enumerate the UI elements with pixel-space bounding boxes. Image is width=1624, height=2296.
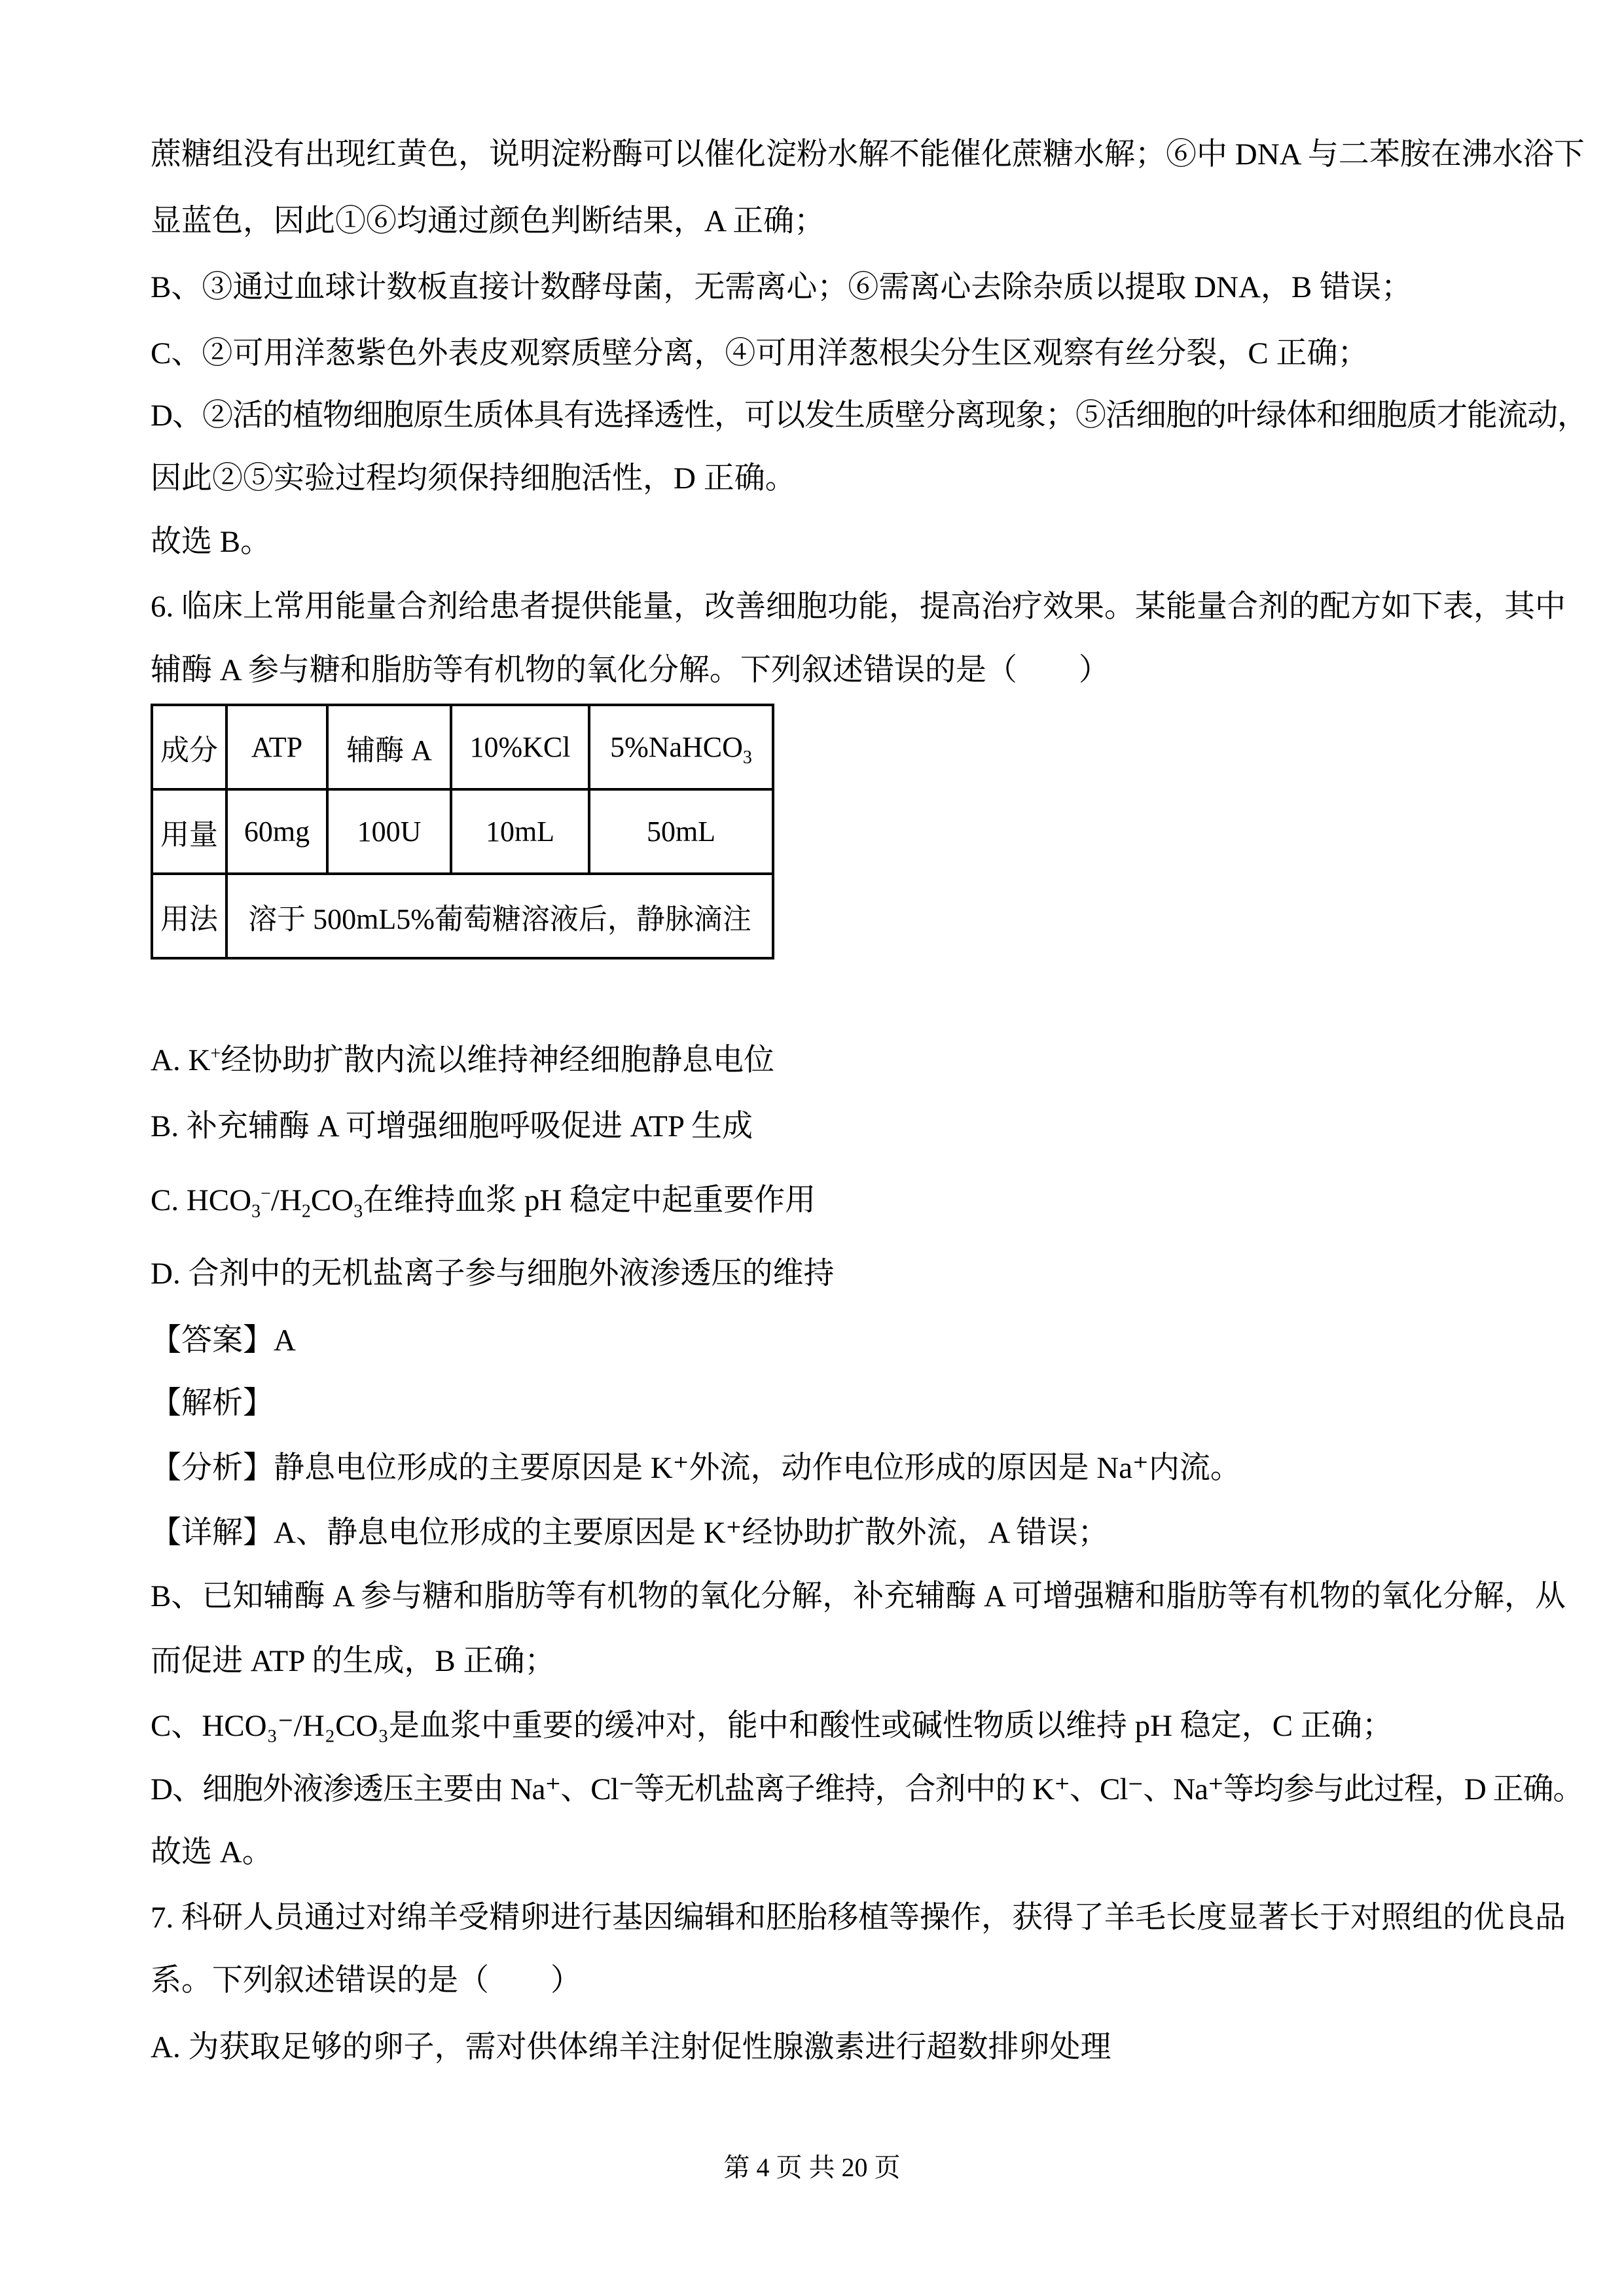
fenxi-text: 【分析】静息电位形成的主要原因是 K⁺外流，动作电位形成的原因是 Na⁺内流。 [151, 1451, 1241, 1485]
q7-stem: 7. 科研人员通过对绵羊受精卵进行基因编辑和胚胎移植等操作，获得了羊毛长度显著长于对照组的优良品 [151, 1901, 1566, 1935]
table-cell: 50mL [589, 789, 773, 874]
prev-answer-line: C、②可用洋葱紫色外表皮观察质壁分离，④可用洋葱根尖分生区观察有丝分裂，C 正确； [151, 336, 1369, 370]
prev-answer-line: 蔗糖组没有出现红黄色，说明淀粉酶可以催化淀粉水解不能催化蔗糖水解；⑥中 DNA 与二苯胺在沸水浴下 [151, 137, 1585, 171]
page-footer: 第 4 页 共 20 页 [723, 2153, 901, 2182]
nahco3-label: 5%NaHCO [610, 731, 743, 763]
table-cell: 辅酶 A [327, 705, 451, 789]
xiangjie-line: D、细胞外液渗透压主要由 Na⁺、Cl⁻等无机盐离子维持，合剂中的 K⁺、Cl⁻、Na⁺等均参与此过程，D 正确。 [151, 1772, 1583, 1806]
formula-table [151, 704, 774, 960]
table-cell: 60mg [226, 789, 327, 874]
analysis-label: 【解析】 [151, 1386, 274, 1420]
option-a [151, 1041, 774, 1080]
subscript: 2 [301, 1201, 311, 1222]
table-cell: 10%KCl [451, 705, 589, 789]
q7-stem: 系。下列叙述错误的是（ ） [151, 1964, 581, 1998]
table-cell [589, 705, 773, 789]
table-row [152, 874, 773, 958]
xiangjie-line: 【详解】A、静息电位形成的主要原因是 K⁺经协助扩散外流，A 错误； [151, 1516, 1109, 1550]
xiangjie-line: 而促进 ATP 的生成，B 正确； [151, 1644, 556, 1678]
table-cell: ATP [226, 705, 327, 789]
xiangjie-conclusion: 故选 A。 [151, 1835, 273, 1869]
subscript: 3 [353, 1201, 363, 1222]
xiangjie-line: B、已知辅酶 A 参与糖和脂肪等有机物的氧化分解，补充辅酶 A 可增强糖和脂肪等有机物的氧化分解，从 [151, 1579, 1566, 1613]
prev-answer-line: D、②活的植物细胞原生质体具有选择透性，可以发生质壁分离现象；⑤活细胞的叶绿体和细胞质才能流动， [151, 399, 1587, 433]
q6-stem: 辅酶 A 参与糖和脂肪等有机物的氧化分解。下列叙述错误的是（ ） [151, 653, 1110, 687]
option-c [151, 1181, 816, 1220]
table-row [152, 789, 773, 874]
option-b: B. 补充辅酶 A 可增强细胞呼吸促进 ATP 生成 [151, 1109, 753, 1143]
superscript: + [210, 1043, 221, 1064]
formula-part: CO [310, 1183, 354, 1217]
prev-answer-line: B、③通过血球计数板直接计数酵母菌，无需离心；⑥需离心去除杂质以提取 DNA，B 错误； [151, 270, 1413, 304]
subscript: 3 [742, 747, 752, 768]
prev-answer-line: 因此②⑤实验过程均须保持细胞活性，D 正确。 [151, 461, 796, 495]
formula-part: /H [270, 1183, 302, 1217]
table-cell: 成分 [152, 705, 226, 789]
option-a-prefix: A. K [151, 1043, 211, 1077]
subscript: 3 [251, 1201, 261, 1222]
table-cell: 10mL [451, 789, 589, 874]
q7-option-a: A. 为获取足够的卵子，需对供体绵羊注射促性腺激素进行超数排卵处理 [151, 2030, 1111, 2064]
prev-answer-conclusion: 故选 B。 [151, 525, 272, 559]
option-c-prefix: C. HCO [151, 1183, 252, 1217]
option-c-text: 在维持血浆 pH 稳定中起重要作用 [363, 1183, 816, 1217]
answer-label: 【答案】A [151, 1323, 296, 1357]
option-a-text: 经协助扩散内流以维持神经细胞静息电位 [221, 1043, 775, 1077]
option-d: D. 合剂中的无机盐离子参与细胞外液渗透压的维持 [151, 1257, 835, 1291]
prev-answer-line: 显蓝色，因此①⑥均通过颜色判断结果，A 正确； [151, 204, 825, 238]
table-cell: 溶于 500mL5%葡萄糖溶液后，静脉滴注 [226, 874, 773, 958]
table-cell: 用量 [152, 789, 226, 874]
table-cell: 用法 [152, 874, 226, 958]
table-cell: 100U [327, 789, 451, 874]
superscript: − [261, 1183, 271, 1204]
table-row [152, 705, 773, 789]
xiangjie-line: C、HCO₃⁻/H₂CO₃是血浆中重要的缓冲对，能中和酸性或碱性物质以维持 pH 稳定，C 正确； [151, 1709, 1393, 1743]
q6-stem: 6. 临床上常用能量合剂给患者提供能量，改善细胞功能，提高治疗效果。某能量合剂的配方如下表，其中 [151, 590, 1566, 624]
